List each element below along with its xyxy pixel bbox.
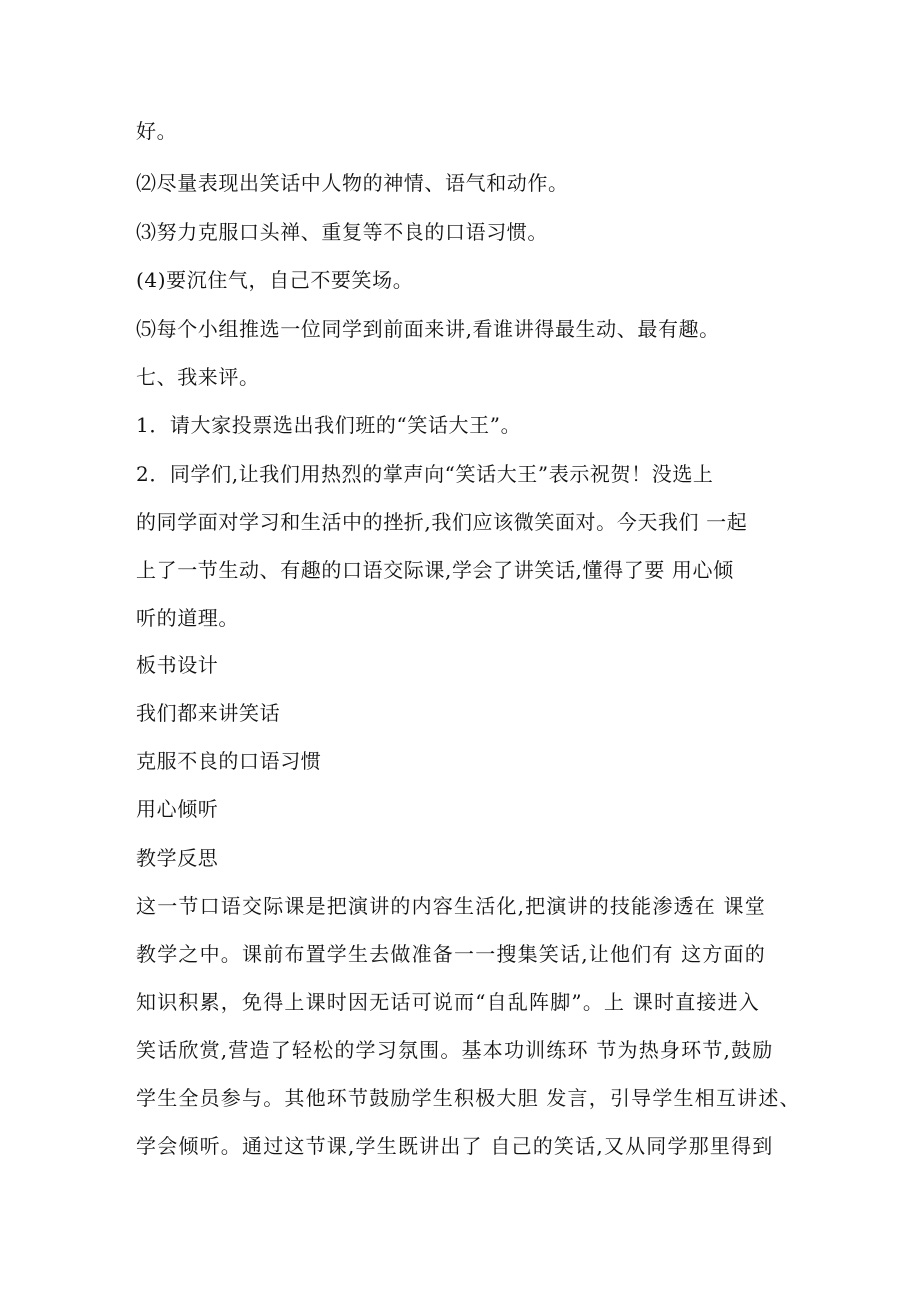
section-heading-evaluate: 七、我来评。 bbox=[136, 365, 260, 389]
text-line-10: 上了一节生动、有趣的口语交际课,学会了讲笑话,懂得了要 用心倾 bbox=[136, 558, 734, 582]
reflection-line-2: 教学之中。课前布置学生去做准备一一搜集笑话,让他们有 这方面的 bbox=[136, 942, 766, 966]
reflection-line-3: 知识积累，免得上课时因无话可说而“自乱阵脚”。上 课时直接进入 bbox=[136, 990, 761, 1014]
text-line-3: ⑶努力克服口头禅、重复等不良的口语习惯。 bbox=[136, 220, 548, 244]
board-line-2: 克服不良的口语习惯 bbox=[136, 749, 322, 773]
text-line-4: (4)要沉住气，自己不要笑场。 bbox=[136, 268, 414, 292]
text-line-5: ⑸每个小组推选一位同学到前面来讲,看谁讲得最生动、最有趣。 bbox=[136, 317, 720, 341]
text-line-8: 2．同学们,让我们用热烈的掌声向“笑话大王”表示祝贺！没选上 bbox=[136, 462, 714, 486]
text-line-9: 的同学面对学习和生活中的挫折,我们应该微笑面对。今天我们 一起 bbox=[136, 510, 748, 534]
reflection-line-6: 学会倾听。通过这节课,学生既讲出了 自己的笑话,又从同学那里得到 bbox=[136, 1134, 774, 1158]
reflection-line-5: 学生全员参与。其他环节鼓励学生积极大胆 发言，引导学生相互讲述、 bbox=[136, 1086, 801, 1110]
text-line-2: ⑵尽量表现出笑话中人物的神情、语气和动作。 bbox=[136, 171, 569, 195]
board-line-1: 我们都来讲笑话 bbox=[136, 701, 281, 725]
section-heading-reflection: 教学反思 bbox=[136, 846, 219, 870]
reflection-line-1: 这一节口语交际课是把演讲的内容生活化,把演讲的技能渗透在 课堂 bbox=[136, 894, 766, 918]
text-line-7: 1．请大家投票选出我们班的“笑话大王”。 bbox=[136, 413, 522, 437]
board-line-3: 用心倾听 bbox=[136, 797, 219, 821]
section-heading-board-design: 板书设计 bbox=[136, 653, 219, 677]
text-line-11: 听的道理。 bbox=[136, 606, 239, 630]
text-line-1: 好。 bbox=[136, 119, 178, 143]
reflection-line-4: 笑话欣赏,营造了轻松的学习氛围。基本功训练环 节为热身环节,鼓励 bbox=[136, 1038, 774, 1062]
